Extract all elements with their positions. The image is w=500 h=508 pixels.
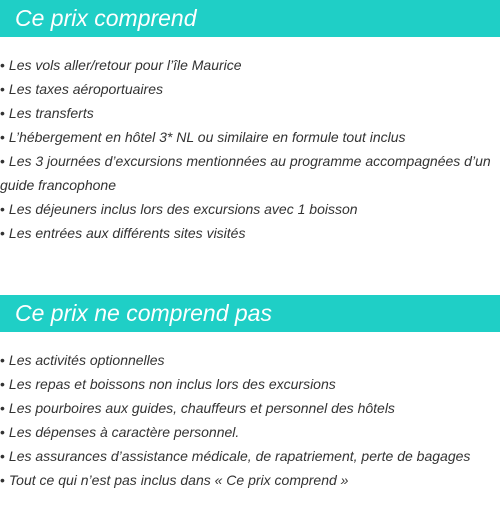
list-item	[0, 125, 498, 149]
list-item-text: Les activités optionnelles	[8, 352, 165, 368]
included-section-title: Ce prix comprend	[0, 0, 500, 37]
bullet-icon: •	[0, 448, 5, 464]
list-item-text: Les dépenses à caractère personnel.	[8, 424, 240, 440]
excluded-items-list	[0, 348, 498, 492]
list-item-text: Les taxes aéroportuaires	[8, 81, 163, 97]
included-items-list	[0, 53, 498, 245]
list-item	[0, 396, 498, 420]
list-item	[0, 149, 498, 197]
bullet-icon: •	[0, 201, 5, 217]
list-item	[0, 53, 498, 77]
list-item	[0, 468, 498, 492]
list-item	[0, 372, 498, 396]
list-item	[0, 444, 498, 468]
bullet-icon: •	[0, 424, 5, 440]
bullet-icon: •	[0, 129, 5, 145]
list-item	[0, 420, 498, 444]
bullet-icon: •	[0, 105, 5, 121]
list-item	[0, 101, 498, 125]
list-item-text: Les déjeuners inclus lors des excursions avec 1 boisson	[8, 201, 358, 217]
list-item-text: Les assurances d’assistance médicale, de rapatriement, perte de bagages	[8, 448, 471, 464]
bullet-icon: •	[0, 352, 5, 368]
list-item	[0, 221, 498, 245]
bullet-icon: •	[0, 81, 5, 97]
list-item-text: Les repas et boissons non inclus lors des excursions	[8, 376, 336, 392]
bullet-icon: •	[0, 400, 5, 416]
list-item-text: Tout ce qui n’est pas inclus dans « Ce prix comprend »	[8, 472, 349, 488]
list-item	[0, 197, 498, 221]
list-item-text: Les vols aller/retour pour l’île Maurice	[8, 57, 242, 73]
list-item-text: Les 3 journées d’excursions mentionnées au programme accompagnées d’un guide francophone	[0, 153, 491, 193]
bullet-icon: •	[0, 472, 5, 488]
bullet-icon: •	[0, 376, 5, 392]
list-item-text: Les transferts	[8, 105, 94, 121]
list-item	[0, 348, 498, 372]
bullet-icon: •	[0, 225, 5, 241]
excluded-section-title: Ce prix ne comprend pas	[0, 295, 500, 332]
list-item-text: Les entrées aux différents sites visités	[8, 225, 246, 241]
bullet-icon: •	[0, 57, 5, 73]
bullet-icon: •	[0, 153, 5, 169]
list-item-text: L’hébergement en hôtel 3* NL ou similaire en formule tout inclus	[8, 129, 406, 145]
list-item	[0, 77, 498, 101]
list-item-text: Les pourboires aux guides, chauffeurs et personnel des hôtels	[8, 400, 395, 416]
